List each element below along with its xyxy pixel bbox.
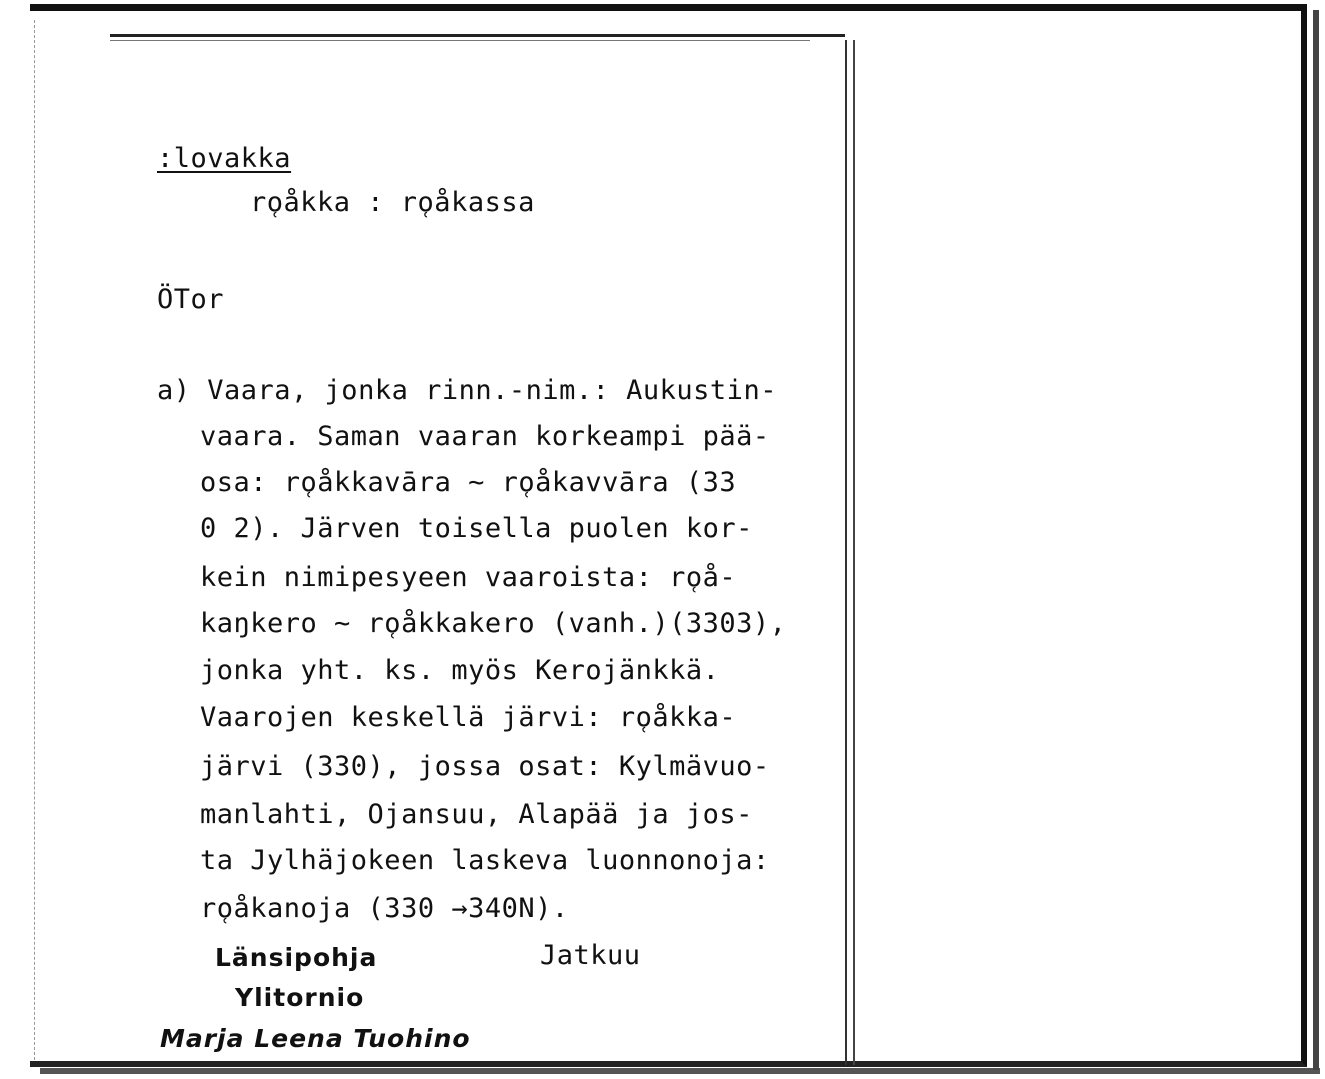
column-divider-right bbox=[853, 40, 855, 1065]
entry-line-2: vaara. Saman vaaran korkeampi pää- bbox=[200, 421, 770, 452]
headword: :lovakka bbox=[157, 143, 292, 174]
entry-line-5: kein nimipesyeen vaaroista: ro̜å- bbox=[200, 562, 737, 593]
continues-label: Jatkuu bbox=[540, 940, 641, 971]
entry-line-3: osa: ro̜åkkavāra ~ ro̜åkavvāra (33 bbox=[200, 467, 737, 498]
entry-line-11: ta Jylhäjokeen laskeva luonnonoja: bbox=[200, 845, 770, 876]
card-right-shadow bbox=[1313, 10, 1319, 1070]
top-rule bbox=[110, 34, 845, 37]
headword-forms: ro̜åkka : ro̜åkassa bbox=[250, 187, 535, 218]
column-divider bbox=[845, 40, 847, 1065]
entry-line-12: ro̜åkanoja (330 →340N). bbox=[200, 893, 569, 924]
card-bottom-shadow bbox=[40, 1068, 1320, 1074]
entry-line-4: 0 2). Järven toisella puolen kor- bbox=[200, 513, 753, 544]
parish-stamp: Ylitornio bbox=[235, 983, 365, 1012]
entry-line-9: järvi (330), jossa osat: Kylmävuo- bbox=[200, 751, 770, 782]
entry-line-1: a) Vaara, jonka rinn.-nim.: Aukustin- bbox=[157, 375, 777, 406]
top-rule-thin bbox=[110, 40, 810, 41]
region-stamp: Länsipohja bbox=[215, 943, 378, 972]
collector-stamp: Marja Leena Tuohino bbox=[160, 1024, 471, 1053]
entry-line-8: Vaarojen keskellä järvi: ro̜åkka- bbox=[200, 702, 737, 733]
entry-line-6: kaŋkero ~ ro̜åkkakero (vanh.)(3303), bbox=[200, 608, 787, 639]
left-margin-dots bbox=[34, 20, 35, 1060]
location-code: ÖTor bbox=[157, 284, 225, 315]
entry-line-10: manlahti, Ojansuu, Alapää ja jos- bbox=[200, 799, 753, 830]
entry-line-7: jonka yht. ks. myös Kerojänkkä. bbox=[200, 655, 720, 686]
